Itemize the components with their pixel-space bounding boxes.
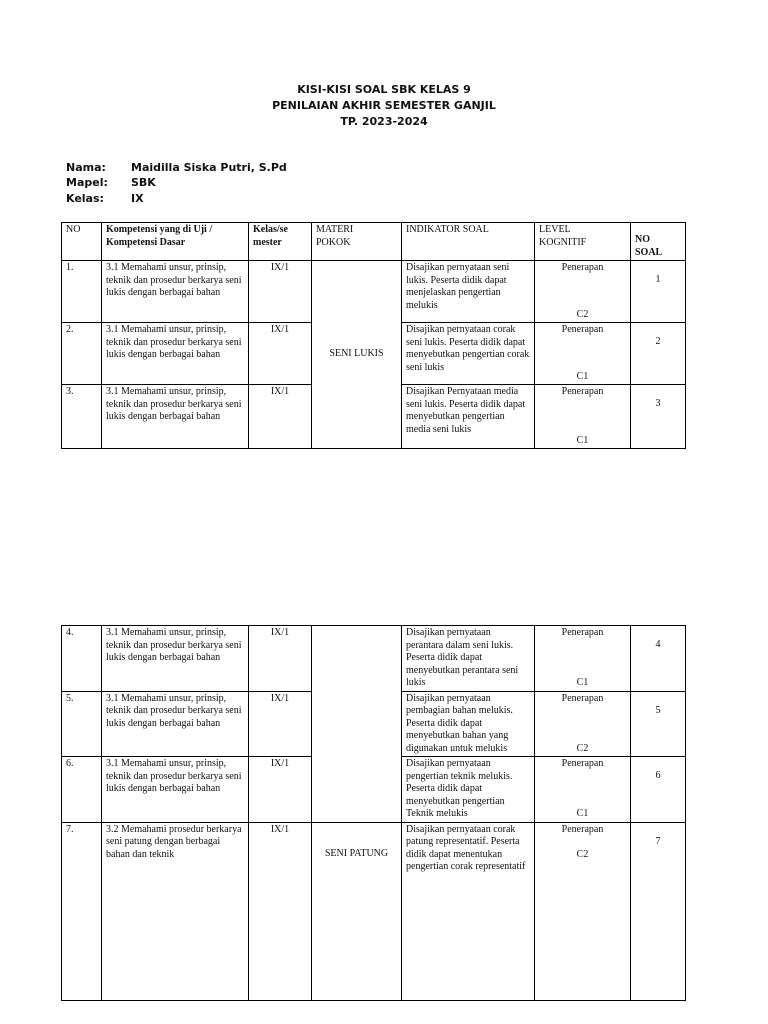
cell-no: 4. <box>62 626 102 692</box>
cell-kelas: IX/1 <box>249 691 312 757</box>
cell-no: 3. <box>62 385 102 449</box>
col-header-kelas: Kelas/se mester <box>249 223 312 261</box>
cell-level: Penerapan C1 <box>535 626 631 692</box>
cell-no: 5. <box>62 691 102 757</box>
cell-indikator: Disajikan Pernyataan media seni lukis. Peserta didik dapat menyebutkan pengertian media seni lukis <box>402 385 535 449</box>
cell-nosoal: 6 <box>631 757 686 823</box>
cell-indikator: Disajikan pernyataan corak patung representatif. Peserta didik dapat menentukan pengertian corak representatif <box>402 822 535 1000</box>
cell-nosoal: 7 <box>631 822 686 1000</box>
cell-kd: 3.2 Memahami prosedur berkarya seni patung dengan berbagai bahan dan teknik <box>102 822 249 1000</box>
info-label-kelas: Kelas: <box>66 192 104 205</box>
cell-indikator: Disajikan pernyataan corak seni lukis. Peserta didik dapat menyebutkan pengertian corak seni lukis <box>402 323 535 385</box>
col-header-materi: MATERI POKOK <box>312 223 402 261</box>
cell-kd: 3.1 Memahami unsur, prinsip, teknik dan prosedur berkarya seni lukis dengan berbagai bahan <box>102 323 249 385</box>
cell-kd: 3.1 Memahami unsur, prinsip, teknik dan prosedur berkarya seni lukis dengan berbagai bahan <box>102 385 249 449</box>
cell-indikator: Disajikan pernyataan pembagian bahan melukis. Peserta didik dapat menyebutkan bahan yang digunakan untuk melukis <box>402 691 535 757</box>
cell-kelas: IX/1 <box>249 385 312 449</box>
cell-materi-empty <box>312 626 402 823</box>
cell-nosoal: 4 <box>631 626 686 692</box>
cell-kelas: IX/1 <box>249 757 312 823</box>
cell-level: Penerapan C2 <box>535 822 631 1000</box>
cell-materi-seni-patung: SENI PATUNG <box>312 822 402 1000</box>
cell-level: Penerapan C2 <box>535 691 631 757</box>
cell-no: 1. <box>62 261 102 323</box>
cell-indikator: Disajikan pernyataan pengertian teknik melukis. Peserta didik dapat menyebutkan pengertian Teknik melukis <box>402 757 535 823</box>
cell-kd: 3.1 Memahami unsur, prinsip, teknik dan prosedur berkarya seni lukis dengan berbagai bahan <box>102 626 249 692</box>
info-label-nama: Nama: <box>66 161 106 174</box>
cell-no: 2. <box>62 323 102 385</box>
doc-title-1: KISI-KISI SOAL SBK KELAS 9 <box>297 83 471 96</box>
cell-nosoal: 5 <box>631 691 686 757</box>
cell-kd: 3.1 Memahami unsur, prinsip, teknik dan prosedur berkarya seni lukis dengan berbagai bahan <box>102 261 249 323</box>
info-value-nama: Maidilla Siska Putri, S.Pd <box>131 161 287 174</box>
cell-kd: 3.1 Memahami unsur, prinsip, teknik dan prosedur berkarya seni lukis dengan berbagai bahan <box>102 757 249 823</box>
col-header-no: NO <box>62 223 102 261</box>
doc-title-2: PENILAIAN AKHIR SEMESTER GANJIL <box>272 99 496 112</box>
table-row <box>62 822 686 1000</box>
cell-kelas: IX/1 <box>249 822 312 1000</box>
cell-indikator: Disajikan pernyataan seni lukis. Peserta didik dapat menjelaskan pengertian melukis <box>402 261 535 323</box>
col-header-nosoal: NO SOAL <box>631 223 686 261</box>
table-header-row <box>62 223 686 261</box>
cell-kelas: IX/1 <box>249 323 312 385</box>
info-value-kelas: IX <box>131 192 144 205</box>
cell-no: 7. <box>62 822 102 1000</box>
cell-level: Penerapan C1 <box>535 385 631 449</box>
kisi-table-2 <box>61 625 686 1001</box>
cell-kelas: IX/1 <box>249 626 312 692</box>
col-header-level: LEVEL KOGNITIF <box>535 223 631 261</box>
col-header-kompetensi: Kompetensi yang di Uji / Kompetensi Dasar <box>102 223 249 261</box>
cell-level: Penerapan C1 <box>535 323 631 385</box>
cell-materi-seni-lukis: SENI LUKIS <box>312 261 402 449</box>
table-row <box>62 626 686 692</box>
kisi-table-1 <box>61 222 686 449</box>
col-header-indikator: INDIKATOR SOAL <box>402 223 535 261</box>
cell-nosoal: 3 <box>631 385 686 449</box>
doc-title-3: TP. 2023-2024 <box>340 115 428 128</box>
cell-nosoal: 1 <box>631 261 686 323</box>
table-row <box>62 261 686 323</box>
cell-no: 6. <box>62 757 102 823</box>
cell-level: Penerapan C1 <box>535 757 631 823</box>
cell-kelas: IX/1 <box>249 261 312 323</box>
cell-nosoal: 2 <box>631 323 686 385</box>
info-value-mapel: SBK <box>131 176 156 189</box>
info-label-mapel: Mapel: <box>66 176 108 189</box>
cell-indikator: Disajikan pernyataan perantara dalam seni lukis. Peserta didik dapat menyebutkan perantara seni lukis <box>402 626 535 692</box>
cell-level: Penerapan C2 <box>535 261 631 323</box>
cell-kd: 3.1 Memahami unsur, prinsip, teknik dan prosedur berkarya seni lukis dengan berbagai bahan <box>102 691 249 757</box>
